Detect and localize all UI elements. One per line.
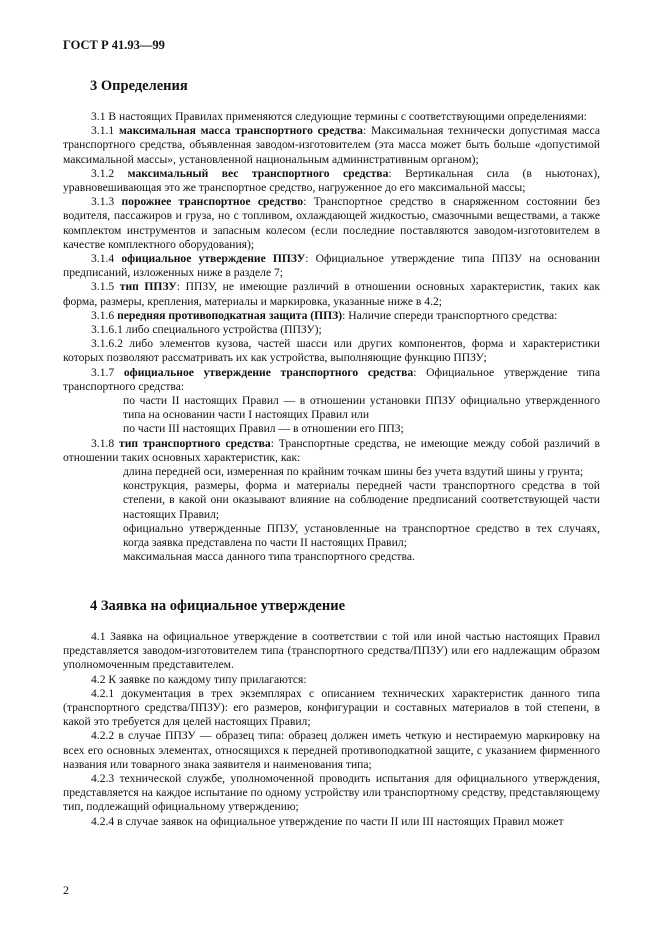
- paragraph-3-1: 3.1 В настоящих Правилах применяются следующие термины с соответствующими определениями:: [91, 110, 587, 123]
- paragraph-3-1-7: 3.1.7 официальное утверждение транспортного средства: Официальное утверждение типа транспортного средства:: [63, 365, 600, 393]
- paragraph-3-1-8-c: официально утвержденные ППЗУ, установленные на транспортное средство в тех случаях, когда заявка представлена по части II настоящих Правил;: [123, 521, 600, 550]
- term: официальное утверждение транспортного средства: [123, 365, 414, 379]
- paragraph-4-2-3: 4.2.3 технической службе, уполномоченной проводить испытания для официального утверждения, представляется на каждое испытание по одному устройству или транспортному средству, представляющему тип, подлежащий официальному утверждению;: [63, 772, 600, 814]
- paragraph-4-2: 4.2 К заявке по каждому типу прилагаются:: [91, 672, 307, 686]
- paragraph-3-1-8-d: максимальная масса данного типа транспортного средства.: [123, 550, 415, 564]
- paragraph-3-1-6-1: 3.1.6.1 либо специального устройства (ППЗУ);: [91, 323, 322, 337]
- section-4-body: [63, 630, 600, 829]
- paragraph-3-1-7-b: по части III настоящих Правил — в отношении его ППЗ;: [123, 422, 404, 436]
- paragraph-3-1-2: 3.1.2 максимальный вес транспортного средства: Вертикальная сила (в ньютонах), уравновешивающая это же транспортное средство, нагруженное до его максимальной массы;: [63, 166, 600, 195]
- page-number: 2: [63, 883, 69, 897]
- paragraph-4-2-4: 4.2.4 в случае заявок на официальное утверждение по части II или III настоящих Правил может: [91, 814, 564, 828]
- paragraph-3-1-8-a: длина передней оси, измеренная по крайним точкам шины без учета вздутий шины у грунта;: [123, 465, 584, 479]
- paragraph-4-2-1: 4.2.1 документация в трех экземплярах с описанием технических характеристик данного типа (транспортного средства/ППЗУ): его размеров, конфигурации и составных материалов в той степени, в какой это требуется для целей настоящих Правил;: [63, 686, 600, 729]
- term: официальное утверждение ППЗУ: [121, 252, 306, 266]
- paragraph-3-1-4: 3.1.4 официальное утверждение ППЗУ: Официальное утверждение типа ППЗУ на основании предписаний, изложенных ниже в разделе 7;: [63, 252, 600, 280]
- term: порожнее транспортное средство: [121, 195, 304, 209]
- section-3-body: [63, 110, 600, 565]
- term: тип транспортного средства: [119, 436, 271, 450]
- paragraph-3-1-5: 3.1.5 тип ППЗУ: ППЗУ, не имеющие различий в отношении основных характеристик, таких как форма, размеры, крепления, материалы и маркировка, указанные ниже в 4.2;: [63, 280, 600, 308]
- paragraph-4-1: 4.1 Заявка на официальное утверждение в соответствии с той или иной частью настоящих Правил представляется заводом-изготовителем типа (транспортного средства/ППЗУ) или его надлежащим образом уполномоченным представителем.: [63, 630, 600, 672]
- paragraph-3-1-8: 3.1.8 тип транспортного средства: Транспортные средства, не имеющие между собой различий в отношении таких основных характеристик, как:: [63, 436, 601, 464]
- paragraph-3-1-7-a: по части II настоящих Правил — в отношении установки ППЗУ официально утвержденного типа на основании части I настоящих Правил или: [123, 394, 600, 422]
- paragraph-3-1-3: 3.1.3 порожнее транспортное средство: Транспортное средство в снаряженном состоянии без водителя, пассажиров и груза, но с топливом, охлаждающей жидкостью, смазочными веществами, а также комплектом инструментов и запасным колесом (если последние поставляются заводом-изготовителем в качестве комплектного оборудования);: [63, 195, 600, 251]
- paragraph-3-1-1: 3.1.1 максимальная масса транспортного средства: Максимальная технически допустимая масса транспортного средства, объявленная заводом-изготовителем (эта масса может быть больше «допустимой максимальной массы», установленной национальным административным органом);: [63, 124, 600, 166]
- term: тип ППЗУ: [119, 280, 177, 294]
- term: максимальная масса транспортного средства: [118, 124, 363, 138]
- term: передняя противоподкатная защита (ППЗ): [117, 308, 343, 322]
- term: максимальный вес транспортного средства: [127, 166, 389, 180]
- paragraph-4-2-2: 4.2.2 в случае ППЗУ — образец типа: образец должен иметь четкую и нестираемую маркировку на всех его основных элементах, относящихся к передней противоподкатной защите, с указанием фирменного названия или товарного знака заявителя и наименования типа;: [63, 729, 600, 771]
- section-4-title: 4 Заявка на официальное утверждение: [90, 598, 346, 614]
- paragraph-3-1-6-2: 3.1.6.2 либо элементов кузова, частей шасси или других компонентов, форма и характеристики которых позволяют рассматривать их как устройства, выполняющие функцию ППЗУ;: [63, 337, 600, 365]
- paragraph-3-1-6: 3.1.6 передняя противоподкатная защита (ППЗ): Наличие спереди транспортного средства:: [91, 308, 558, 322]
- section-3-title: 3 Определения: [90, 78, 188, 94]
- paragraph-3-1-8-b: конструкция, размеры, форма и материалы передней части транспортного средства в той степени, в какой они оказывают влияние на соблюдение предписаний соответствующей части настоящих Правил;: [123, 479, 600, 521]
- document-code: ГОСТ Р 41.93—99: [63, 38, 165, 52]
